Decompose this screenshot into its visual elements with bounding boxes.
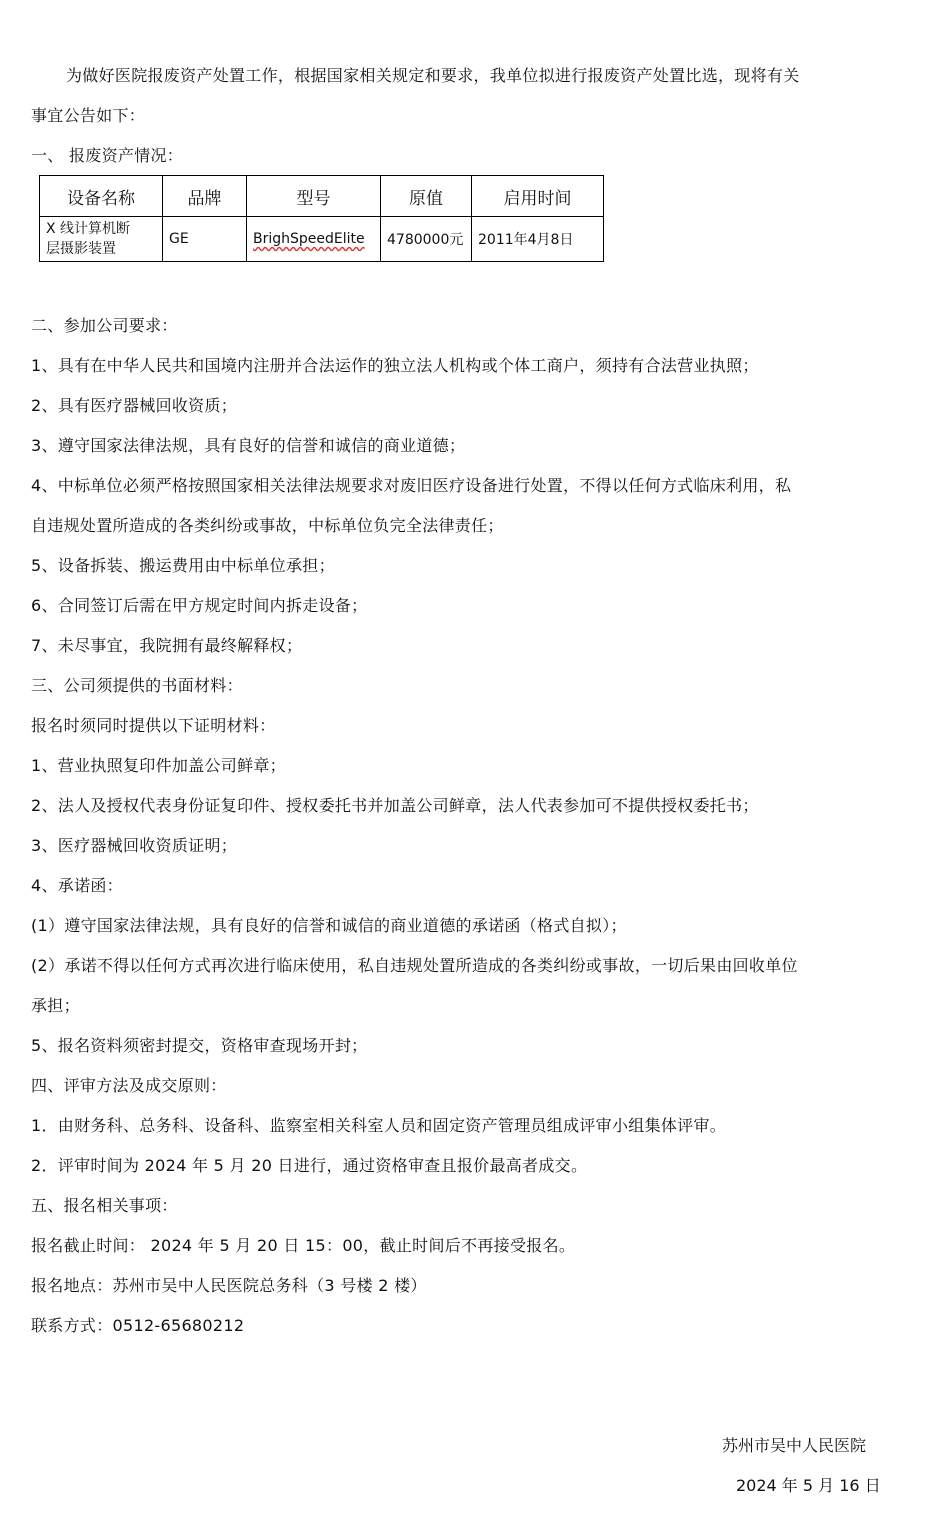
header-start-date: 启用时间 xyxy=(472,176,604,217)
cell-equipment-name-line1: X 线计算机断 xyxy=(46,221,131,237)
section-1-heading: 一、 报废资产情况： xyxy=(31,146,184,165)
section-5-item: 联系方式：0512-65680212 xyxy=(31,1316,245,1335)
cell-model xyxy=(247,217,381,262)
section-5-item: 报名地点：苏州市吴中人民医院总务科（3 号楼 2 楼） xyxy=(31,1276,427,1295)
intro-line-1: 为做好医院报废资产处置工作，根据国家相关规定和要求，我单位拟进行报废资产处置比选，现将有关 xyxy=(66,66,800,85)
intro-line-2: 事宜公告如下： xyxy=(31,106,146,125)
header-brand: 品牌 xyxy=(163,176,247,217)
section-3-item: 3、医疗器械回收资质证明； xyxy=(31,836,238,855)
section-4-item: 2．评审时间为 2024 年 5 月 20 日进行，通过资格审查且报价最高者成交。 xyxy=(31,1156,588,1175)
section-3-item: 1、营业执照复印件加盖公司鲜章； xyxy=(31,756,286,775)
section-3-item: 2、法人及授权代表身份证复印件、授权委托书并加盖公司鲜章，法人代表参加可不提供授权委托书； xyxy=(31,796,759,815)
section-5-heading: 五、报名相关事项： xyxy=(31,1196,178,1215)
cell-brand: GE xyxy=(163,217,247,262)
section-2-item: 2、具有医疗器械回收资质； xyxy=(31,396,238,415)
section-2-item: 1、具有在中华人民共和国境内注册并合法运作的独立法人机构或个体工商户，须持有合法营业执照； xyxy=(31,356,759,375)
header-original-value: 原值 xyxy=(381,176,472,217)
section-2-item: 7、未尽事宜，我院拥有最终解释权； xyxy=(31,636,303,655)
cell-equipment-name-line2: 层摄影装置 xyxy=(46,241,116,257)
section-3-item: (1）遵守国家法律法规，具有良好的信誉和诚信的商业道德的承诺函（格式自拟）； xyxy=(31,916,627,935)
cell-start-date: 2011年4月8日 xyxy=(472,217,604,262)
cell-original-value: 4780000元 xyxy=(381,217,472,262)
section-3-item: 报名时须同时提供以下证明材料： xyxy=(31,716,276,735)
section-4-heading: 四、评审方法及成交原则： xyxy=(31,1076,227,1095)
section-3-item: 承担； xyxy=(31,996,80,1015)
section-2-item: 自违规处置所造成的各类纠纷或事故，中标单位负完全法律责任； xyxy=(31,516,504,535)
section-3-item: 4、承诺函： xyxy=(31,876,123,895)
section-5-item: 报名截止时间： 2024 年 5 月 20 日 15：00，截止时间后不再接受报名。 xyxy=(31,1236,576,1255)
section-2-heading: 二、参加公司要求： xyxy=(31,316,178,335)
section-3-item: 5、报名资料须密封提交，资格审查现场开封； xyxy=(31,1036,368,1055)
table-header-row xyxy=(40,176,604,217)
section-2-item: 5、设备拆装、搬运费用由中标单位承担； xyxy=(31,556,335,575)
header-model: 型号 xyxy=(247,176,381,217)
cell-model-text: BrighSpeedElite xyxy=(253,231,365,247)
section-2-item: 6、合同签订后需在甲方规定时间内拆走设备； xyxy=(31,596,368,615)
section-2-item: 3、遵守国家法律法规，具有良好的信誉和诚信的商业道德； xyxy=(31,436,466,455)
signature-date: 2024 年 5 月 16 日 xyxy=(736,1476,881,1495)
section-3-item: (2）承诺不得以任何方式再次进行临床使用，私自违规处置所造成的各类纠纷或事故，一切后果由回收单位 xyxy=(31,956,798,975)
section-2-item: 4、中标单位必须严格按照国家相关法律法规要求对废旧医疗设备进行处置，不得以任何方式临床利用，私 xyxy=(31,476,792,495)
asset-table xyxy=(39,175,604,262)
header-equipment-name: 设备名称 xyxy=(40,176,163,217)
table-row xyxy=(40,217,604,262)
signature-organization: 苏州市吴中人民医院 xyxy=(722,1436,867,1455)
cell-equipment-name xyxy=(40,217,163,262)
section-4-item: 1．由财务科、总务科、设备科、监察室相关科室人员和固定资产管理员组成评审小组集体评审。 xyxy=(31,1116,727,1135)
section-3-heading: 三、公司须提供的书面材料： xyxy=(31,676,243,695)
